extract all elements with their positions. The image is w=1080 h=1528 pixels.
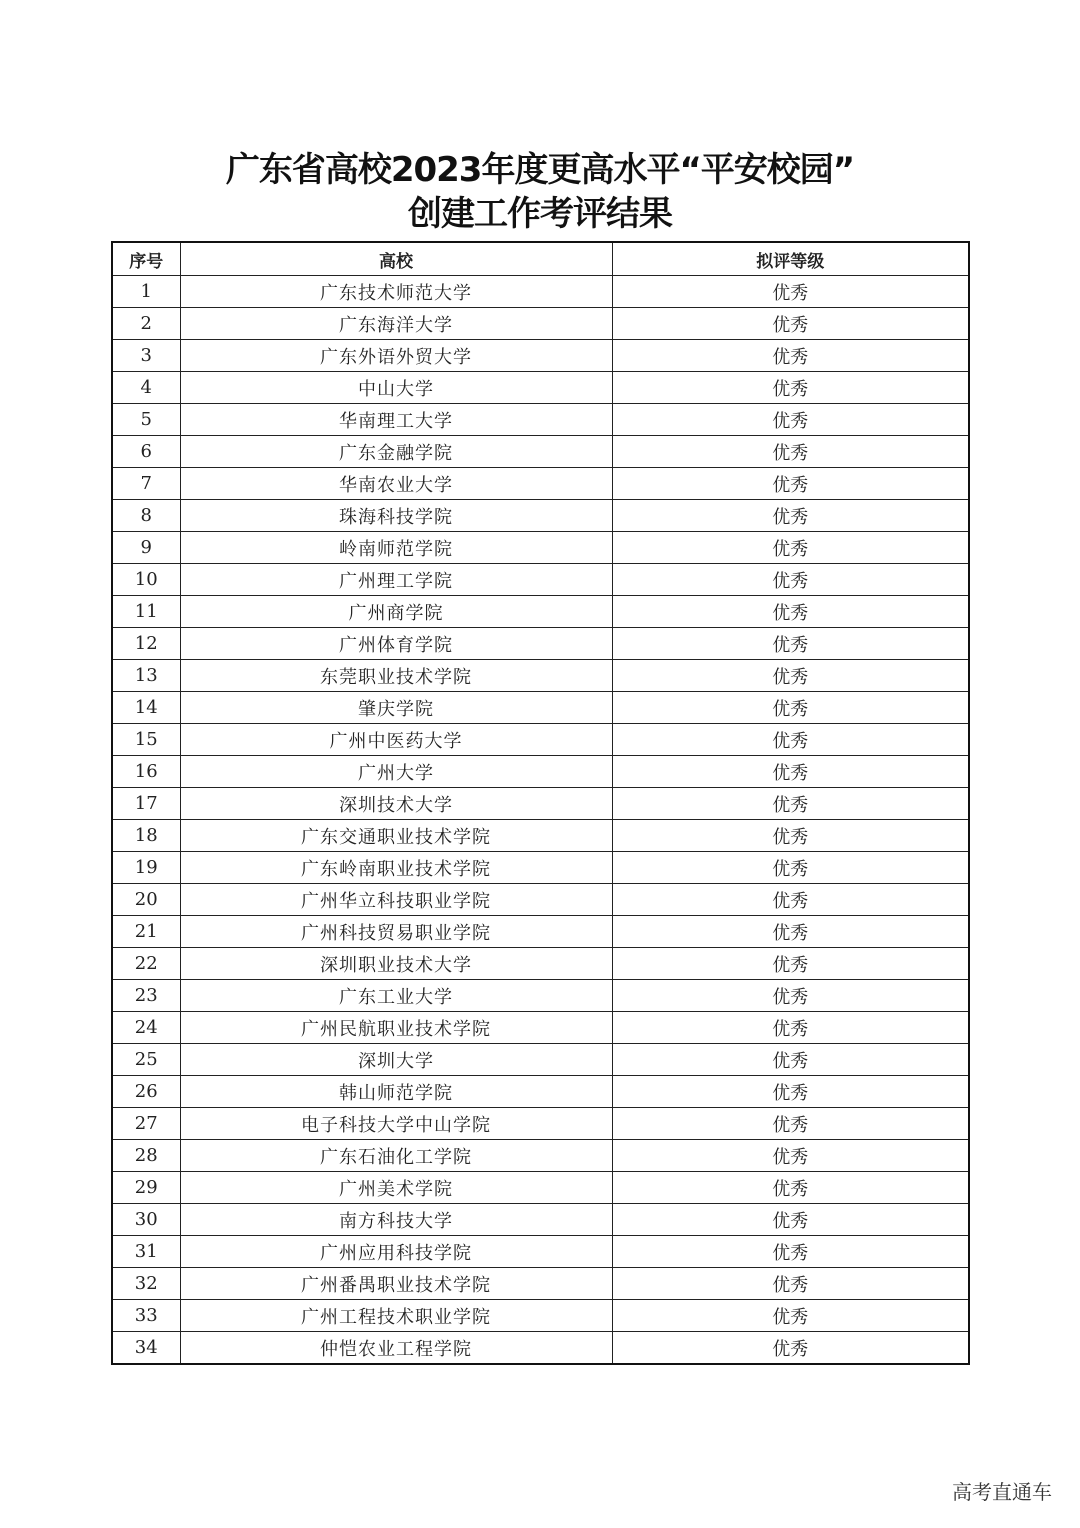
grade: 优秀 (612, 980, 969, 1012)
table-row (112, 1268, 969, 1300)
grade: 优秀 (612, 852, 969, 884)
row-index: 16 (112, 756, 180, 788)
school-name: 广东交通职业技术学院 (180, 820, 612, 852)
table-row (112, 1172, 969, 1204)
school-name: 仲恺农业工程学院 (180, 1332, 612, 1365)
row-index: 2 (112, 308, 180, 340)
school-name: 广州大学 (180, 756, 612, 788)
school-name: 岭南师范学院 (180, 532, 612, 564)
row-index: 32 (112, 1268, 180, 1300)
row-index: 23 (112, 980, 180, 1012)
school-name: 深圳大学 (180, 1044, 612, 1076)
header-grade: 拟评等级 (612, 242, 969, 276)
table-row (112, 596, 969, 628)
grade: 优秀 (612, 788, 969, 820)
row-index: 20 (112, 884, 180, 916)
table-row (112, 1236, 969, 1268)
grade: 优秀 (612, 1332, 969, 1365)
school-name: 广州美术学院 (180, 1172, 612, 1204)
header-index: 序号 (112, 242, 180, 276)
school-name: 广州中医药大学 (180, 724, 612, 756)
row-index: 24 (112, 1012, 180, 1044)
grade: 优秀 (612, 916, 969, 948)
table-row (112, 1332, 969, 1365)
grade: 优秀 (612, 1204, 969, 1236)
row-index: 13 (112, 660, 180, 692)
school-name: 广州商学院 (180, 596, 612, 628)
table-row (112, 436, 969, 468)
table-row (112, 1044, 969, 1076)
table-row (112, 1140, 969, 1172)
table-row (112, 340, 969, 372)
grade: 优秀 (612, 1012, 969, 1044)
table-row (112, 852, 969, 884)
grade: 优秀 (612, 948, 969, 980)
table-row (112, 788, 969, 820)
grade: 优秀 (612, 1076, 969, 1108)
table-row (112, 916, 969, 948)
table-row (112, 1076, 969, 1108)
table-row (112, 1204, 969, 1236)
row-index: 7 (112, 468, 180, 500)
watermark: 高考直通车 (952, 1480, 1052, 1504)
school-name: 广州理工学院 (180, 564, 612, 596)
table-row (112, 756, 969, 788)
row-index: 26 (112, 1076, 180, 1108)
school-name: 广东海洋大学 (180, 308, 612, 340)
header-school: 高校 (180, 242, 612, 276)
grade: 优秀 (612, 660, 969, 692)
grade: 优秀 (612, 308, 969, 340)
table-row (112, 532, 969, 564)
grade: 优秀 (612, 596, 969, 628)
school-name: 广州体育学院 (180, 628, 612, 660)
school-name: 南方科技大学 (180, 1204, 612, 1236)
school-name: 深圳技术大学 (180, 788, 612, 820)
table-row (112, 1108, 969, 1140)
grade: 优秀 (612, 820, 969, 852)
grade: 优秀 (612, 724, 969, 756)
row-index: 19 (112, 852, 180, 884)
table-row (112, 564, 969, 596)
school-name: 广东石油化工学院 (180, 1140, 612, 1172)
table-row (112, 884, 969, 916)
school-name: 广东外语外贸大学 (180, 340, 612, 372)
grade: 优秀 (612, 756, 969, 788)
table-row (112, 692, 969, 724)
row-index: 30 (112, 1204, 180, 1236)
grade: 优秀 (612, 1140, 969, 1172)
grade: 优秀 (612, 500, 969, 532)
row-index: 29 (112, 1172, 180, 1204)
row-index: 14 (112, 692, 180, 724)
school-name: 中山大学 (180, 372, 612, 404)
table-row (112, 820, 969, 852)
school-name: 电子科技大学中山学院 (180, 1108, 612, 1140)
grade: 优秀 (612, 372, 969, 404)
row-index: 15 (112, 724, 180, 756)
row-index: 6 (112, 436, 180, 468)
table-row (112, 948, 969, 980)
school-name: 华南理工大学 (180, 404, 612, 436)
table-row (112, 372, 969, 404)
grade: 优秀 (612, 404, 969, 436)
school-name: 深圳职业技术大学 (180, 948, 612, 980)
document-title-line1: 广东省高校2023年度更高水平“平安校园” (225, 150, 855, 190)
school-name: 广州科技贸易职业学院 (180, 916, 612, 948)
grade: 优秀 (612, 1268, 969, 1300)
row-index: 3 (112, 340, 180, 372)
table-row (112, 1012, 969, 1044)
school-name: 珠海科技学院 (180, 500, 612, 532)
school-name: 肇庆学院 (180, 692, 612, 724)
grade: 优秀 (612, 468, 969, 500)
row-index: 5 (112, 404, 180, 436)
grade: 优秀 (612, 1044, 969, 1076)
table-row (112, 468, 969, 500)
school-name: 广东技术师范大学 (180, 276, 612, 308)
row-index: 17 (112, 788, 180, 820)
grade: 优秀 (612, 1172, 969, 1204)
school-name: 华南农业大学 (180, 468, 612, 500)
row-index: 31 (112, 1236, 180, 1268)
row-index: 28 (112, 1140, 180, 1172)
school-name: 东莞职业技术学院 (180, 660, 612, 692)
grade: 优秀 (612, 1236, 969, 1268)
grade: 优秀 (612, 1108, 969, 1140)
table-row (112, 404, 969, 436)
row-index: 8 (112, 500, 180, 532)
school-name: 广东金融学院 (180, 436, 612, 468)
table-header-row (112, 242, 969, 276)
school-name: 广州民航职业技术学院 (180, 1012, 612, 1044)
row-index: 18 (112, 820, 180, 852)
row-index: 22 (112, 948, 180, 980)
table-row (112, 308, 969, 340)
document-title-line2: 创建工作考评结果 (408, 194, 672, 234)
grade: 优秀 (612, 436, 969, 468)
table-row (112, 660, 969, 692)
row-index: 9 (112, 532, 180, 564)
grade: 优秀 (612, 1300, 969, 1332)
grade: 优秀 (612, 884, 969, 916)
row-index: 10 (112, 564, 180, 596)
table-row (112, 628, 969, 660)
table-row (112, 980, 969, 1012)
grade: 优秀 (612, 692, 969, 724)
table-row (112, 276, 969, 308)
school-name: 广州应用科技学院 (180, 1236, 612, 1268)
row-index: 1 (112, 276, 180, 308)
grade: 优秀 (612, 564, 969, 596)
results-table (111, 241, 970, 1365)
grade: 优秀 (612, 532, 969, 564)
school-name: 韩山师范学院 (180, 1076, 612, 1108)
school-name: 广州华立科技职业学院 (180, 884, 612, 916)
grade: 优秀 (612, 340, 969, 372)
table-row (112, 1300, 969, 1332)
table-row (112, 724, 969, 756)
school-name: 广东岭南职业技术学院 (180, 852, 612, 884)
row-index: 27 (112, 1108, 180, 1140)
row-index: 33 (112, 1300, 180, 1332)
row-index: 12 (112, 628, 180, 660)
school-name: 广州工程技术职业学院 (180, 1300, 612, 1332)
table-row (112, 500, 969, 532)
row-index: 11 (112, 596, 180, 628)
school-name: 广东工业大学 (180, 980, 612, 1012)
row-index: 4 (112, 372, 180, 404)
school-name: 广州番禺职业技术学院 (180, 1268, 612, 1300)
row-index: 21 (112, 916, 180, 948)
row-index: 25 (112, 1044, 180, 1076)
grade: 优秀 (612, 276, 969, 308)
grade: 优秀 (612, 628, 969, 660)
row-index: 34 (112, 1332, 180, 1365)
